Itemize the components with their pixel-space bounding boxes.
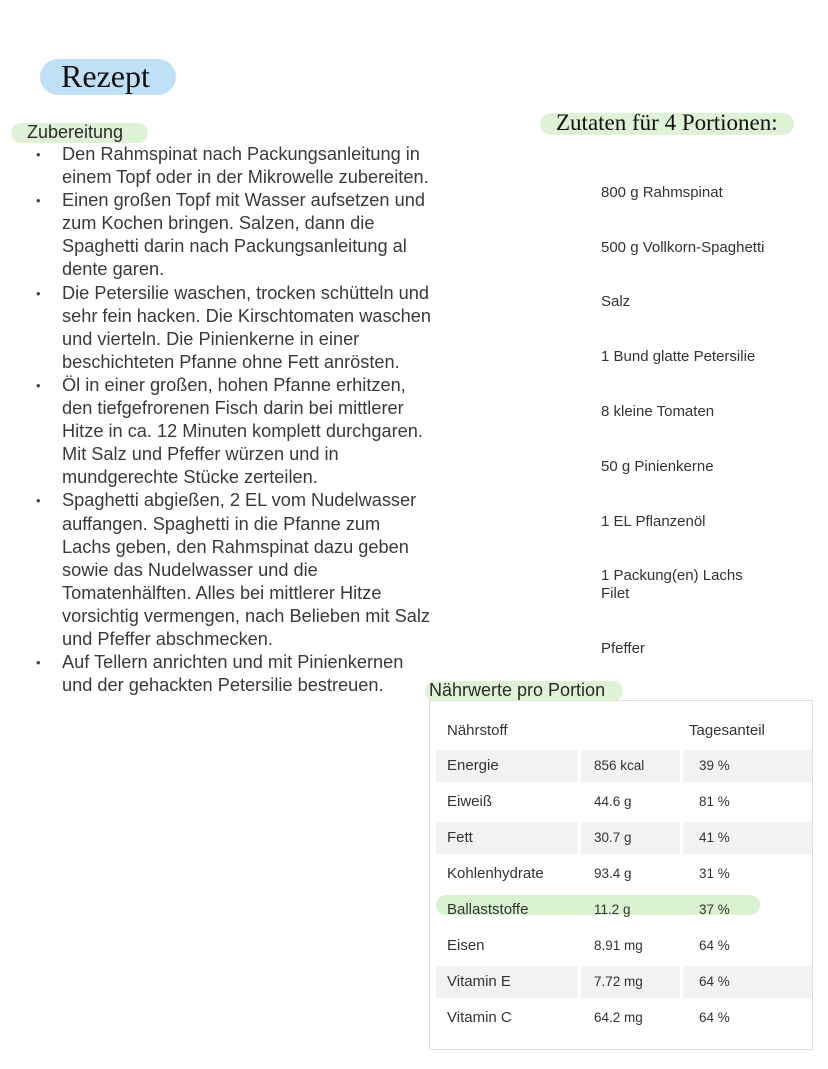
ingredient-item: 8 kleine Tomaten xyxy=(601,403,715,420)
nutrient-name: Fett xyxy=(447,829,473,846)
bullet-icon: • xyxy=(36,193,41,209)
nutrient-amount: 30.7 g xyxy=(594,830,632,845)
nutrient-daily-percent: 39 % xyxy=(699,758,730,773)
ingredient-item: 800 g Rahmspinat xyxy=(601,184,723,201)
preparation-heading: Zubereitung xyxy=(27,122,124,142)
nutrient-daily-percent: 41 % xyxy=(699,830,730,845)
preparation-steps xyxy=(33,143,433,697)
table-row xyxy=(436,1002,812,1034)
nutrient-amount: 93.4 g xyxy=(594,866,632,881)
nutrient-name: Ballaststoffe xyxy=(447,901,529,918)
nutrition-heading: Nährwerte pro Portion xyxy=(429,680,606,700)
table-row xyxy=(436,894,812,926)
nutrient-name: Vitamin E xyxy=(447,973,511,990)
nutrient-daily-percent: 81 % xyxy=(699,794,730,809)
nutrient-daily-percent: 64 % xyxy=(699,1010,730,1025)
nutrient-amount: 44.6 g xyxy=(594,794,632,809)
list-item xyxy=(33,489,433,651)
column-divider xyxy=(680,822,683,854)
ingredient-item: Salz xyxy=(601,293,631,310)
ingredient-item: 1 Bund glatte Petersilie xyxy=(601,348,756,365)
column-divider xyxy=(578,966,581,998)
table-row xyxy=(436,858,812,890)
table-row xyxy=(436,750,812,782)
nutrient-daily-percent: 31 % xyxy=(699,866,730,881)
bullet-icon: • xyxy=(36,147,41,162)
column-header-daily-value: Tagesanteil xyxy=(689,722,765,739)
column-divider xyxy=(578,822,581,854)
column-divider xyxy=(680,966,683,998)
bullet-icon: • xyxy=(36,655,41,671)
ingredient-item: 50 g Pinienkerne xyxy=(601,458,714,475)
column-header-nutrient: Nährstoff xyxy=(447,722,508,739)
nutrient-name: Eisen xyxy=(447,937,485,954)
page-title: Rezept xyxy=(61,58,150,94)
bullet-icon: • xyxy=(36,377,41,393)
nutrient-daily-percent: 37 % xyxy=(699,902,730,917)
list-item xyxy=(33,374,433,489)
nutrient-amount: 7.72 mg xyxy=(594,974,643,989)
nutrient-daily-percent: 64 % xyxy=(699,974,730,989)
list-item xyxy=(33,651,433,697)
ingredient-item: 1 EL Pflanzenöl xyxy=(601,513,706,530)
ingredient-item: 500 g Vollkorn-Spaghetti xyxy=(601,239,765,256)
table-row xyxy=(436,786,812,818)
ingredients-heading: Zutaten für 4 Portionen: xyxy=(556,110,778,135)
column-divider xyxy=(680,750,683,782)
nutrient-name: Energie xyxy=(447,757,499,774)
bullet-icon: • xyxy=(36,285,41,301)
ingredient-item: Pfeffer xyxy=(601,640,645,657)
step-text: Die Petersilie waschen, trocken schütteln und sehr fein hacken. Die Kirschtomaten waschen und vierteln. Die Pinienkerne in einer beschichteten Pfanne ohne Fett anrösten. xyxy=(62,282,431,372)
step-text: Den Rahmspinat nach Packungsanleitung in einem Topf oder in der Mikrowelle zubereiten. xyxy=(62,144,429,188)
column-divider xyxy=(578,750,581,782)
step-text: Öl in einer großen, hohen Pfanne erhitzen, den tiefgefrorenen Fisch darin bei mittlerer Hitze in ca. 12 Minuten komplett durchgaren. Mit Salz und Pfeffer würzen und in mundgerechte Stücke zerteilen. xyxy=(62,374,423,488)
bullet-icon: • xyxy=(36,493,41,509)
nutrient-amount: 11.2 g xyxy=(594,902,631,917)
table-row xyxy=(436,822,812,854)
step-text: Einen großen Topf mit Wasser aufsetzen und zum Kochen bringen. Salzen, dann die Spaghetti darin nach Packungsanleitung al dente garen. xyxy=(62,190,425,280)
table-row xyxy=(436,966,812,998)
table-row xyxy=(436,930,812,962)
step-text: Spaghetti abgießen, 2 EL vom Nudelwasser auffangen. Spaghetti in die Pfanne zum Lachs geben, den Rahmspinat dazu geben sowie das Nudelwasser und die Tomatenhälften. Alles bei mittlerer Hitze vorsichtig vermengen, nach Belieben mit Salz und Pfeffer abschmecken. xyxy=(62,490,430,649)
nutrient-daily-percent: 64 % xyxy=(699,938,730,953)
nutrient-name: Eiweiß xyxy=(447,793,493,810)
list-item xyxy=(33,143,433,189)
nutrient-amount: 64.2 mg xyxy=(594,1010,643,1025)
nutrient-amount: 856 kcal xyxy=(594,758,645,773)
nutrient-name: Vitamin C xyxy=(447,1009,512,1026)
nutrient-name: Kohlenhydrate xyxy=(447,865,544,882)
list-item xyxy=(33,189,433,281)
nutrient-amount: 8.91 mg xyxy=(594,938,643,953)
list-item xyxy=(33,282,433,374)
step-text: Auf Tellern anrichten und mit Pinienkernen und der gehackten Petersilie bestreuen. xyxy=(62,652,404,696)
ingredient-item: 1 Packung(en) Lachs Filet xyxy=(601,567,743,602)
